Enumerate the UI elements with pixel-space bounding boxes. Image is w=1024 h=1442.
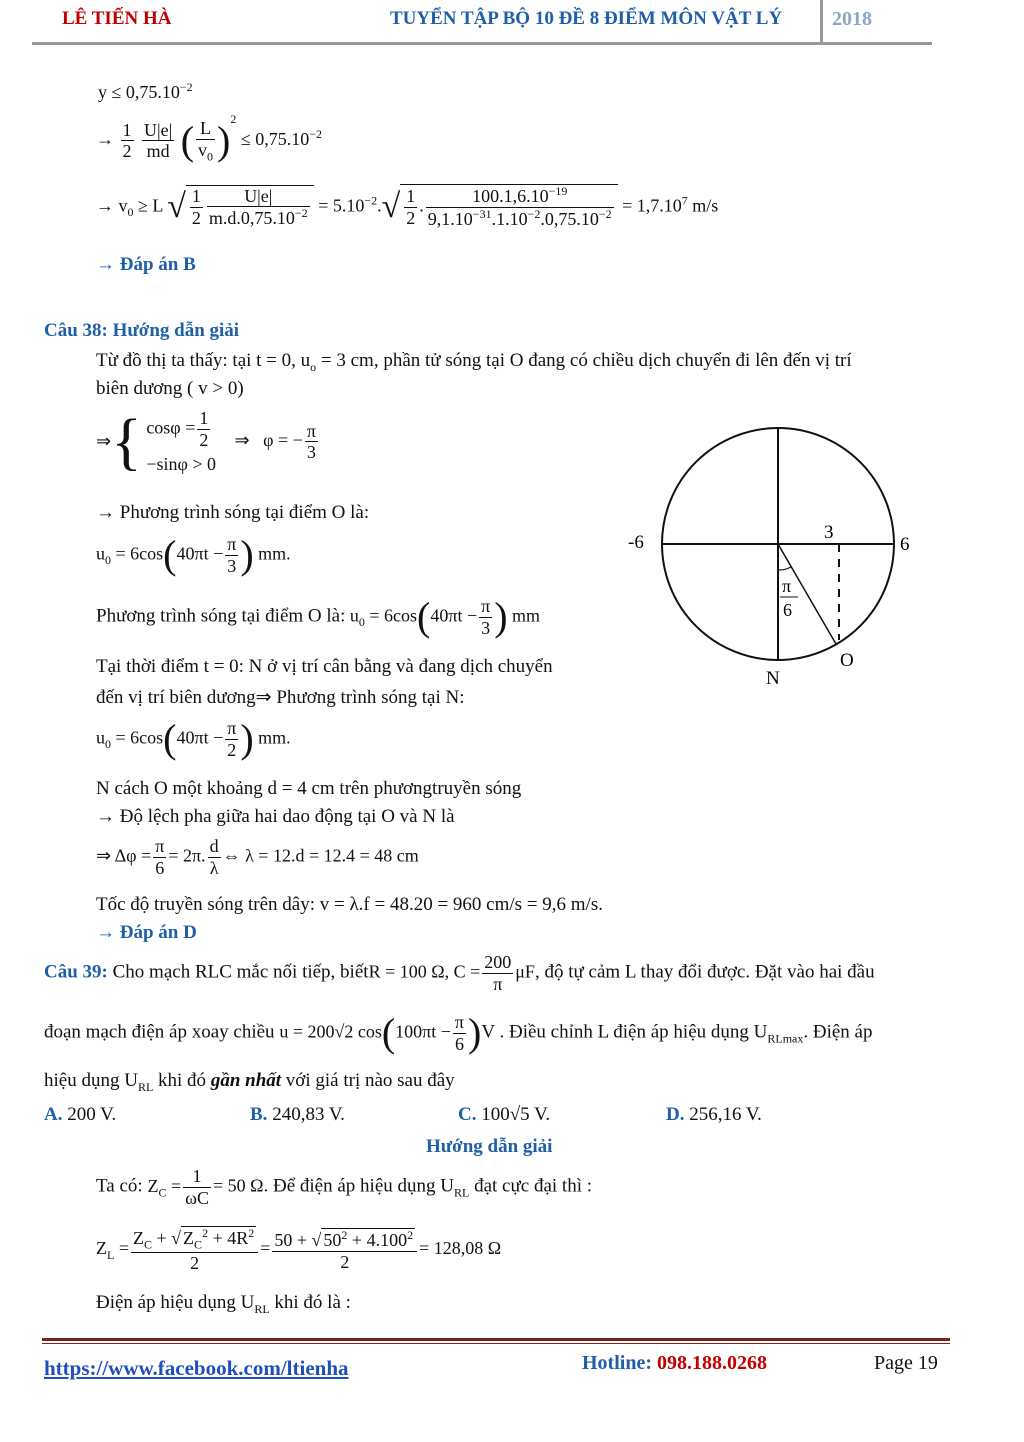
label-6: 6	[900, 534, 910, 555]
header-rule	[32, 42, 932, 45]
q39-step1: Ta có: $Z_C$ = $\frac{1}{\omega C}$ = 50 Ω. Để điện áp hiệu dụng $U_{RL}$ đạt cực đại thì :	[96, 1166, 593, 1208]
header-divider	[820, 0, 823, 44]
footer-rule-thin	[42, 1343, 950, 1344]
q38-p2: biên dương ( v > 0)	[96, 378, 244, 399]
footer-rule-thick	[42, 1338, 950, 1341]
q37-line1: $y \le 0,75.10^{-2}$	[98, 80, 193, 102]
q38-n1: Tại thời điểm t = 0: N ở vị trí cân bằng và đang dịch chuyển	[96, 656, 553, 677]
q38-d2: → Độ lệch pha giữa hai dao động tại O và N là	[96, 806, 455, 827]
header-title: TUYỂN TẬP BỘ 10 ĐỀ 8 ĐIỂM MÔN VẬT LÝ	[390, 8, 783, 29]
q38-answer: → Đáp án D	[96, 922, 197, 943]
q37-answer: → Đáp án B	[96, 254, 196, 275]
q39-line1: Câu 39: Cho mạch RLC mắc nối tiếp, biếtR = 100 Ω, C = $\frac{200}{\pi}$ μF, độ tự cảm L thay đổi được. Đặt vào hai đầu	[44, 952, 875, 994]
q38-d3: ⇒ Δφ = $\frac{\pi}{6}$ = 2π. $\frac{d}{\lambda}$ ⇔ λ = 12.d = 12.4 = 48 cm	[96, 836, 419, 878]
label-n: N	[766, 668, 780, 689]
footer-facebook-link[interactable]: https://www.facebook.com/ltienha	[44, 1356, 349, 1380]
q38-p1: Từ đồ thị ta thấy: tại t = 0, $u_o = 3$ cm, phần tử sóng tại O đang có chiều dịch chuyển đi lên đến vị trí	[96, 350, 852, 374]
label-3: 3	[824, 522, 834, 543]
footer-page-number: Page 19	[874, 1352, 938, 1374]
q38-title: Câu 38: Hướng dẫn giải	[44, 320, 240, 341]
q39-option-d: D. 256,16 V.	[666, 1104, 762, 1125]
q39-option-a: A. 200 V.	[44, 1104, 117, 1125]
q39-line2: đoạn mạch điện áp xoay chiều u = 200√2 cos(100πt − $\frac{\pi}{6}$ )V . Điều chỉnh L điện áp hiệu dụng $U_{RLmax}$. Điện áp	[44, 1010, 873, 1056]
q37-line3: → $v_0 \ge L$ √ $\frac{1}{2}$ $\frac{U|e|}{m.d.0,75.10^{-2}}$ = $5.10^{-2}.√$ $\frac{1}{2}$ . $\frac{100.1,6.10^{-19}}{9,1.10^{-31}.1.10^{-2}.0,75.10^{-2}}$ = $1,7.10^7$ m/s	[96, 184, 719, 229]
q38-n2: đến vị trí biên dương⇒ Phương trình sóng tại N:	[96, 687, 465, 708]
header-year: 2018	[832, 8, 872, 30]
header-author: LÊ TIẾN HÀ	[62, 8, 172, 29]
q38-eq-n: $u_0 = 6\cos(40\pi t$ − $\frac{\pi}{2}$ ) mm.	[96, 716, 291, 762]
q39-option-b: B. 240,83 V.	[250, 1104, 345, 1125]
q38-system: ⇒{ cosφ = $\frac{1}{2}$ −sinφ > 0 ⇒ φ = − $\frac{\pi}{3}$	[96, 405, 316, 477]
angle-num: π	[782, 576, 792, 596]
phase-circle-diagram	[620, 420, 920, 710]
q39-step2: $Z_L$ = $\frac{Z_C + √ Z_C^2 + 4R^2}{2}$ = $\frac{50 + √ 50^2 + 4.100^2}{2}$ = 128,08 Ω	[96, 1226, 502, 1274]
q38-eq-u0: $u_0 = 6\cos(40\pi t$ − $\frac{\pi}{3}$ ) mm.	[96, 532, 291, 578]
q38-eq2: Phương trình sóng tại điểm O là: $u_0 = 6\cos(40\pi t$ − $\frac{\pi}{3}$ ) mm	[96, 594, 541, 640]
label-o: O	[840, 650, 854, 671]
q37-line2: → $\frac{1}{2}$ $\frac{U|e|}{md}$ ( $\frac{L}{v_0}$ )$^2 \le 0,75.10^{-2}$	[96, 112, 323, 164]
q39-option-c: C. 100√5 V.	[458, 1104, 551, 1125]
q38-d1: N cách O một khoảng d = 4 cm trên phươngtruyền sóng	[96, 778, 522, 799]
angle-arc	[778, 567, 791, 570]
q38-eq-intro: → Phương trình sóng tại điểm O là:	[96, 502, 370, 523]
q39-line3: hiệu dụng $U_{RL}$ khi đó gần nhất với giá trị nào sau đây	[44, 1070, 455, 1094]
angle-den: 6	[783, 600, 792, 620]
q38-speed: Tốc độ truyền sóng trên dây: v = λ.f = 48.20 = 960 cm/s = 9,6 m/s.	[96, 894, 603, 915]
q39-guide-title: Hướng dẫn giải	[426, 1136, 553, 1157]
footer-hotline: Hotline: 098.188.0268	[582, 1352, 767, 1374]
q39-step3: Điện áp hiệu dụng $U_{RL}$ khi đó là :	[96, 1292, 351, 1316]
label-minus-6: -6	[628, 532, 644, 553]
